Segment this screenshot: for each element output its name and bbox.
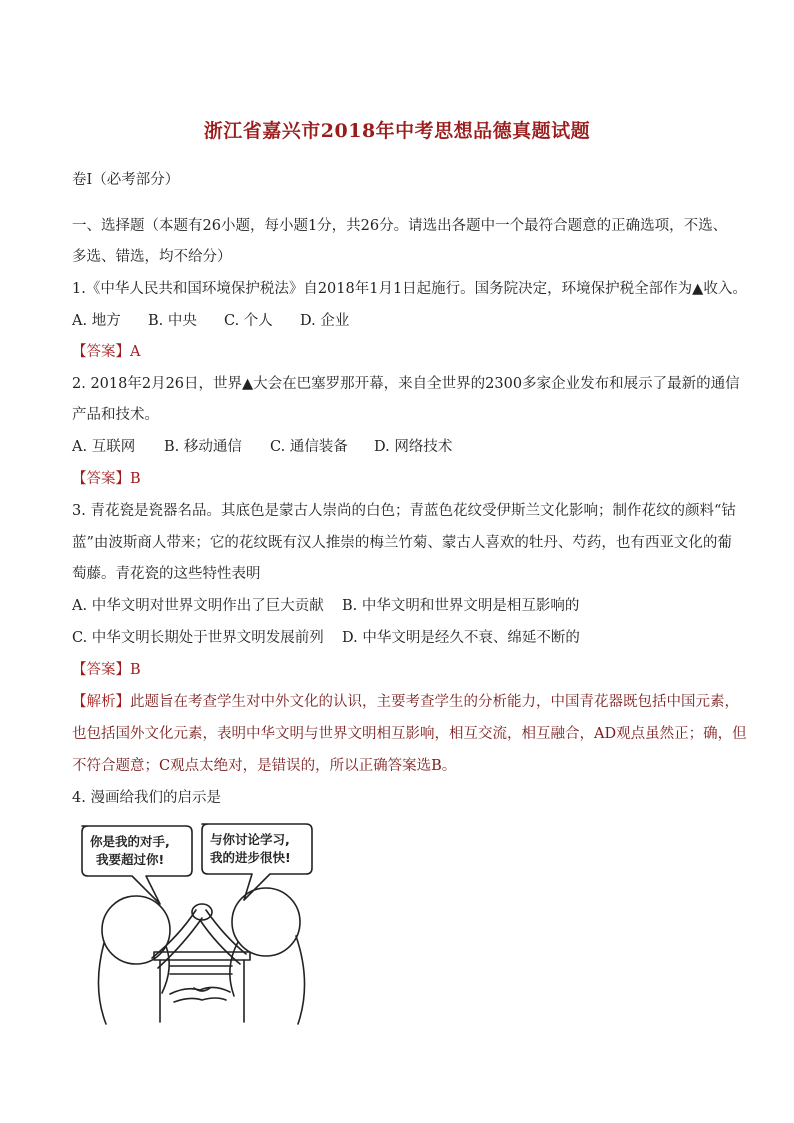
q2-option-c: C. 通信装备: [270, 439, 348, 455]
q2-answer: [72, 470, 732, 488]
section-label: 卷Ⅰ（必考部分）: [72, 172, 180, 188]
q3-option-c: C. 中华文明长期处于世界文明发展前列: [72, 630, 324, 646]
right-figure-head: [232, 888, 300, 956]
q3-analysis-line-3: 不符合题意；C观点太绝对，是错误的，所以正确答案选B。: [72, 758, 457, 774]
analysis-tag: 【解析】: [72, 694, 130, 710]
bubble-right-line-2: 我的进步很快!: [210, 850, 291, 865]
answer-value: B: [130, 471, 141, 487]
q2-stem-line-2: 产品和技术。: [72, 407, 159, 423]
q3-option-a: A. 中华文明对世界文明作出了巨大贡献: [72, 598, 324, 614]
q2-option-a: A. 互联网: [72, 439, 136, 455]
q4-stem: 4. 漫画给我们的启示是: [72, 790, 221, 806]
q2-option-d: D. 网络技术: [374, 439, 453, 455]
q3-stem-line-3: 萄藤。青花瓷的这些特性表明: [72, 566, 261, 582]
q3-analysis-line-2: 也包括国外文化元素，表明中华文明与世界文明相互影响，相互交流，相互融合，AD观点虽然正；确，但: [72, 726, 747, 742]
page-title: 浙江省嘉兴市2018年中考思想品德真题试题: [203, 120, 591, 142]
q1-option-c: C. 个人: [224, 313, 273, 329]
q1-option-b: B. 中央: [148, 313, 197, 329]
q1-stem: 1.《中华人民共和国环境保护税法》自2018年1月1日起施行。国务院决定，环境保护税全部作为▲收入。: [72, 281, 747, 297]
q2-options: [72, 438, 732, 456]
q3-stem-line-1: 3. 青花瓷是瓷器名品。其底色是蒙古人崇尚的白色；青蓝色花纹受伊斯兰文化影响；制作花纹的颜料“钴: [72, 503, 736, 519]
bubble-left-line-1: 你是我的对手,: [90, 834, 170, 849]
q3-option-b: B. 中华文明和世界文明是相互影响的: [342, 598, 580, 614]
answer-tag: 【答案】: [72, 662, 130, 678]
q3-options-row-1: [72, 597, 732, 615]
q4-cartoon-image: [74, 818, 324, 1026]
bubble-right-line-1: 与你讨论学习,: [210, 832, 290, 847]
answer-value: A: [130, 344, 141, 360]
q3-answer: [72, 661, 732, 679]
q1-option-a: A. 地方: [72, 313, 121, 329]
left-figure-head: [102, 896, 170, 964]
instructions-line-1: 一、选择题（本题有26小题，每小题1分，共26分。请选出各题中一个最符合题意的正确选项，不选、: [72, 218, 728, 234]
q2-stem-line-1: 2. 2018年2月26日，世界▲大会在巴塞罗那开幕，来自全世界的2300多家企业发布和展示了最新的通信: [72, 376, 740, 392]
instructions-line-2: 多选、错选，均不给分）: [72, 249, 232, 265]
q2-option-b: B. 移动通信: [164, 439, 242, 455]
q1-option-d: D. 企业: [300, 313, 350, 329]
answer-tag: 【答案】: [72, 344, 130, 360]
answer-value: B: [130, 662, 141, 678]
q1-answer: [72, 343, 732, 361]
answer-tag: 【答案】: [72, 471, 130, 487]
analysis-text: 此题旨在考查学生对中外文化的认识，主要考查学生的分析能力，中国青花器既包括中国元素，: [130, 694, 739, 710]
bubble-left-line-2: 我要超过你!: [96, 852, 165, 867]
q1-options: [72, 312, 732, 330]
q3-options-row-2: [72, 629, 732, 647]
q3-analysis-line-1: [72, 693, 739, 711]
q3-option-d: D. 中华文明是经久不衰、绵延不断的: [342, 630, 580, 646]
q3-stem-line-2: 蓝”由波斯商人带来；它的花纹既有汉人推崇的梅兰竹菊、蒙古人喜欢的牡丹、芍药，也有西亚文化的葡: [72, 535, 732, 551]
